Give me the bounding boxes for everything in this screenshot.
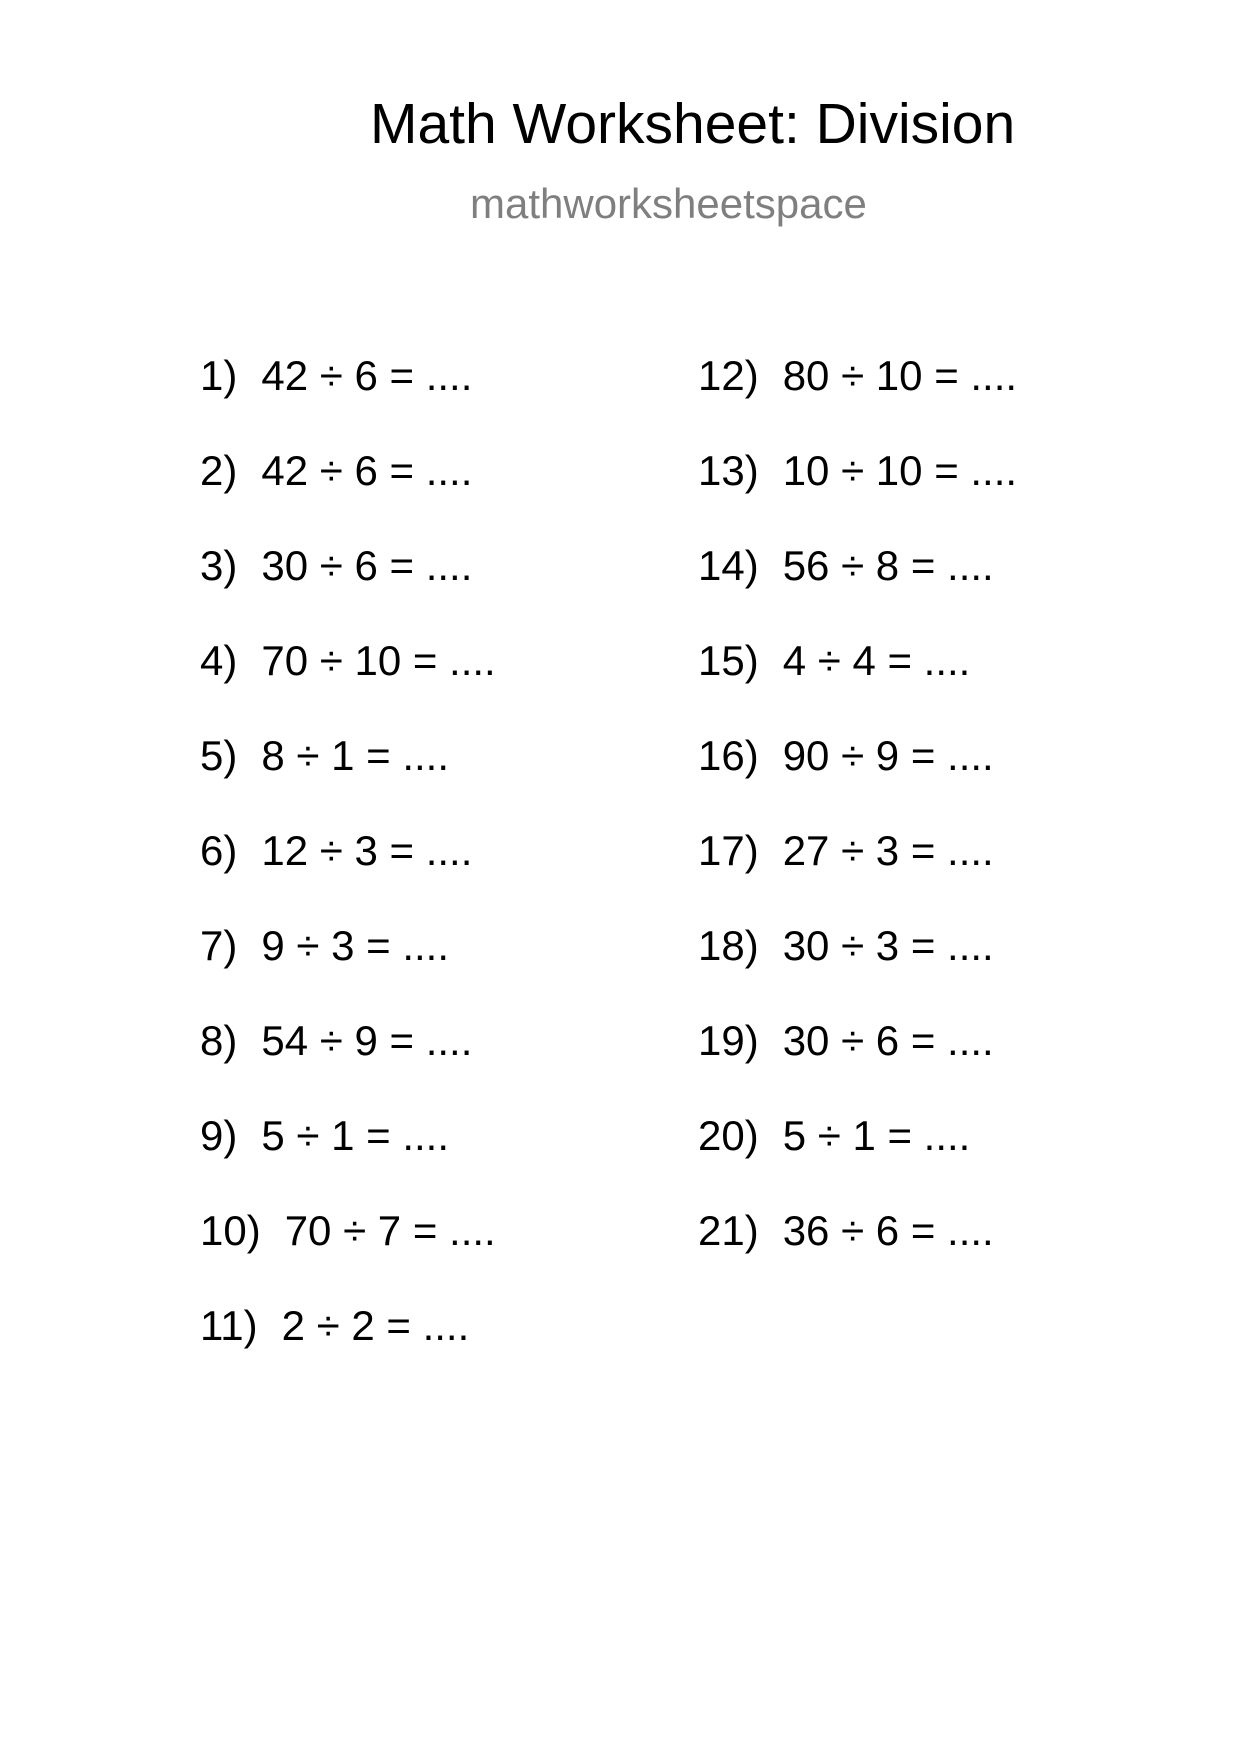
problem-number: 9) <box>200 1112 238 1159</box>
problem-expression: 54 ÷ 9 = .... <box>261 1017 473 1064</box>
problem-expression: 10 ÷ 10 = .... <box>782 447 1018 494</box>
problem-number: 18) <box>698 922 759 969</box>
problem-expression: 70 ÷ 7 = .... <box>284 1207 496 1254</box>
problems-column-right <box>698 352 1017 1302</box>
problem-item <box>200 922 496 1017</box>
problem-expression: 36 ÷ 6 = .... <box>782 1207 994 1254</box>
problem-expression: 80 ÷ 10 = .... <box>782 352 1018 399</box>
problem-number: 7) <box>200 922 238 969</box>
problem-number: 21) <box>698 1207 759 1254</box>
problem-item <box>698 732 1017 827</box>
problem-item <box>698 542 1017 637</box>
problem-number: 12) <box>698 352 759 399</box>
problem-item <box>200 1302 496 1397</box>
problem-item <box>698 637 1017 732</box>
problem-number: 4) <box>200 637 238 684</box>
problem-number: 15) <box>698 637 759 684</box>
problem-number: 1) <box>200 352 238 399</box>
page-subtitle: mathworksheetspace <box>470 180 867 227</box>
problems-column-left <box>200 352 496 1397</box>
problem-item <box>200 542 496 637</box>
problem-expression: 9 ÷ 3 = .... <box>261 922 450 969</box>
problem-expression: 30 ÷ 3 = .... <box>782 922 994 969</box>
problem-expression: 42 ÷ 6 = .... <box>261 447 473 494</box>
problem-number: 14) <box>698 542 759 589</box>
problem-item <box>698 922 1017 1017</box>
problem-expression: 90 ÷ 9 = .... <box>782 732 994 779</box>
problem-item <box>200 447 496 542</box>
problem-item <box>200 732 496 827</box>
problem-item <box>200 1112 496 1207</box>
problem-expression: 4 ÷ 4 = .... <box>782 637 971 684</box>
problem-item <box>698 352 1017 447</box>
problem-item <box>200 637 496 732</box>
problem-expression: 27 ÷ 3 = .... <box>782 827 994 874</box>
problem-expression: 42 ÷ 6 = .... <box>261 352 473 399</box>
problem-number: 11) <box>200 1302 258 1349</box>
problem-item <box>698 1112 1017 1207</box>
problem-expression: 5 ÷ 1 = .... <box>782 1112 971 1159</box>
problem-item <box>698 827 1017 922</box>
problem-expression: 12 ÷ 3 = .... <box>261 827 473 874</box>
problem-item <box>698 1017 1017 1112</box>
problem-item <box>200 352 496 447</box>
problem-expression: 5 ÷ 1 = .... <box>261 1112 450 1159</box>
problem-expression: 56 ÷ 8 = .... <box>782 542 994 589</box>
problem-expression: 2 ÷ 2 = .... <box>281 1302 470 1349</box>
problem-number: 8) <box>200 1017 238 1064</box>
problem-number: 6) <box>200 827 238 874</box>
problem-expression: 30 ÷ 6 = .... <box>782 1017 994 1064</box>
problem-number: 5) <box>200 732 238 779</box>
problem-expression: 8 ÷ 1 = .... <box>261 732 450 779</box>
problem-item <box>200 827 496 922</box>
problem-number: 19) <box>698 1017 759 1064</box>
problem-expression: 70 ÷ 10 = .... <box>261 637 496 684</box>
problem-number: 10) <box>200 1207 261 1254</box>
problem-item <box>698 1207 1017 1302</box>
problem-number: 13) <box>698 447 759 494</box>
problem-number: 16) <box>698 732 759 779</box>
problem-number: 17) <box>698 827 759 874</box>
problem-number: 2) <box>200 447 238 494</box>
page-title: Math Worksheet: Division <box>370 92 1016 156</box>
problem-number: 3) <box>200 542 238 589</box>
problem-expression: 30 ÷ 6 = .... <box>261 542 473 589</box>
problem-item <box>698 447 1017 542</box>
problem-item <box>200 1017 496 1112</box>
problem-item <box>200 1207 496 1302</box>
problem-number: 20) <box>698 1112 759 1159</box>
